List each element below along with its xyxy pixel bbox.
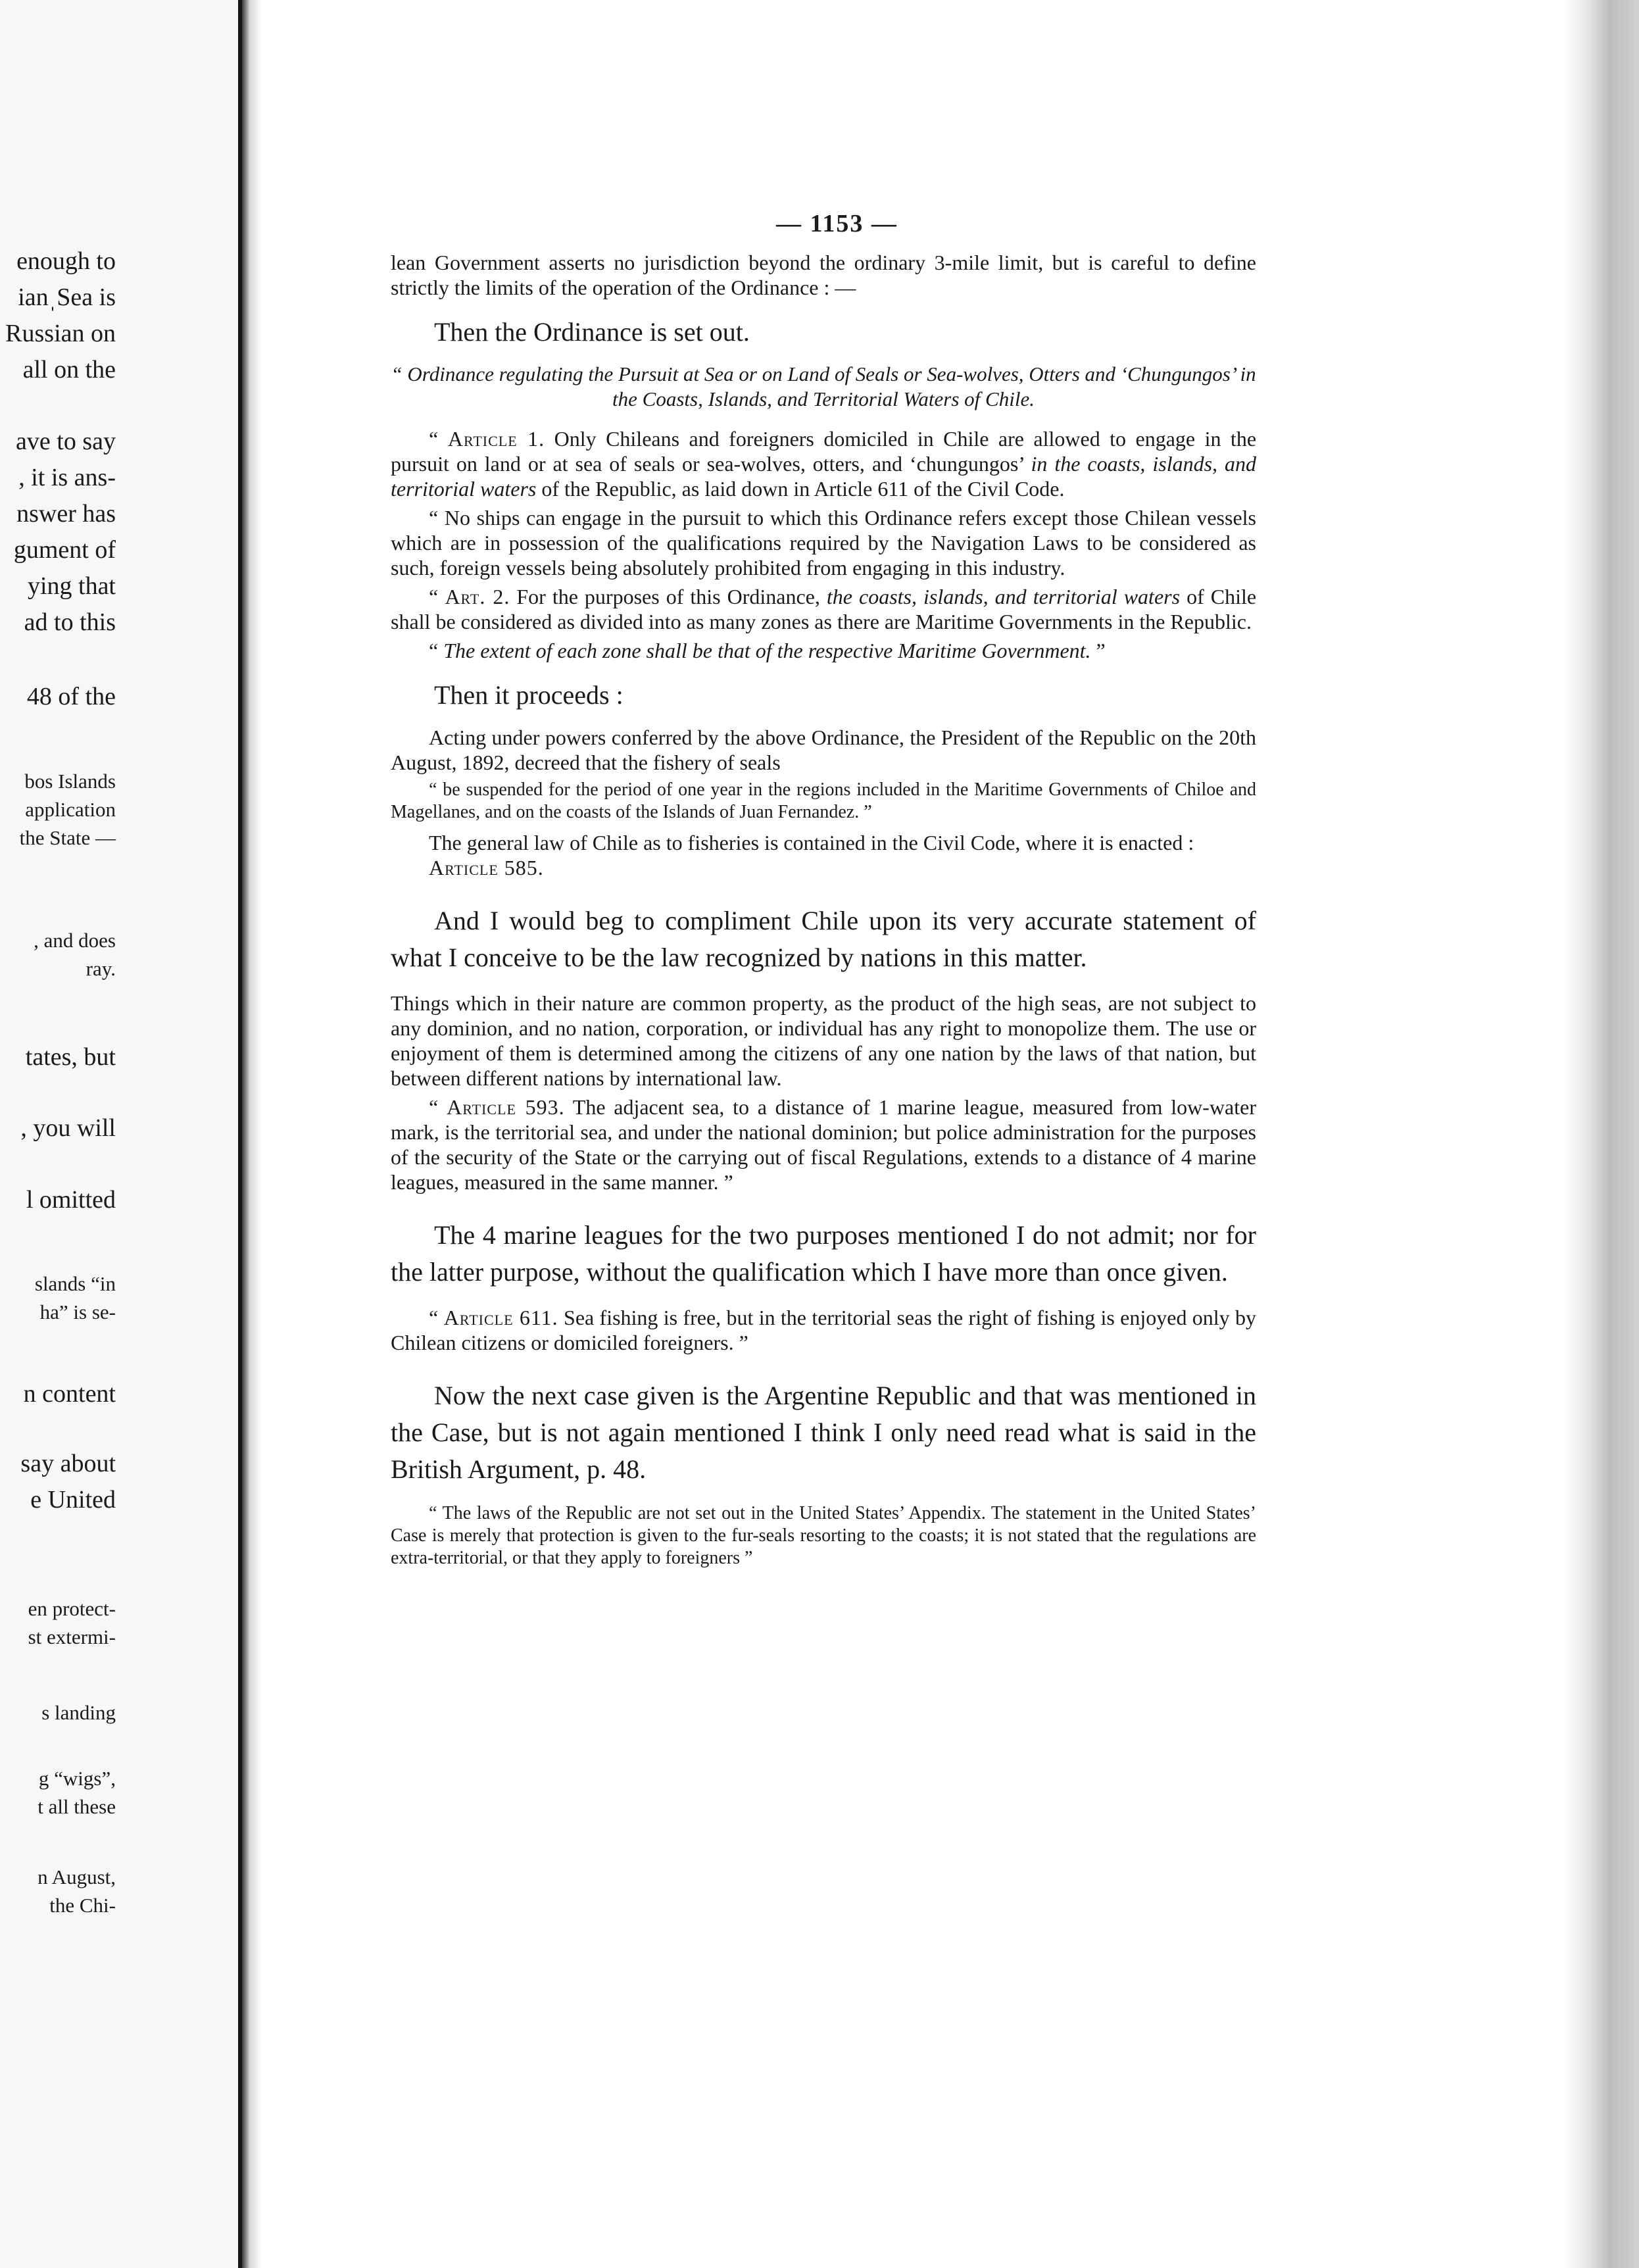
left-page-fragment-line: the Chi- [49,1894,116,1917]
article-2-text-a: For the purposes of this Ordinance, [516,585,820,608]
quote-british-argument: “ The laws of the Republic are not set out in the United States’ Appendix. The statement in the United States’ Case is merely that protection is given to the fur-seals resorting to the coasts; it is not stated that the regulations are extra-territorial, or that they apply to foreigners ” [391,1503,1256,1568]
left-page-fragment-line: ray. [86,957,116,980]
article-1-text-b: in the coasts, islands, and territorial waters [391,452,1257,501]
left-page-fragment-line: nswer has [16,500,116,528]
heading-ordinance-set-out: Then the Ordinance is set out. [434,317,750,347]
left-page-fragment-line: slands “in [34,1272,116,1295]
article-2-text-b: the coasts, islands, and territorial waters [826,585,1181,608]
extent-text: The extent of each zone shall be that of the respective Maritime Government. [443,639,1091,662]
speech-compliment-chile: And I would beg to compliment Chile upon its very accurate statement of what I conceive to be the law recognized by nations in this matter. [391,906,1256,972]
article-611-text: Sea fishing is free, but in the territorial seas the right of fishing is enjoyed only by Chilean citizens or domiciled foreigners. ” [391,1306,1257,1354]
article-2-label: “ Art. 2. [429,585,510,608]
left-page-fragment-line: g “wigs”, [38,1767,116,1790]
article-2-text-c: of Chile shall be considered as divided into as many zones as there are Maritime Governments in the Republic. [391,585,1257,633]
left-page-fragment-line: ad to this [24,608,116,636]
paragraph-acting: Acting under powers conferred by the above Ordinance, the President of the Republic on the 20th August, 1892, decreed that the fishery of seals [391,726,1256,774]
article-593-label: “ Article 593. [429,1095,565,1119]
extent-close-quote: ” [1096,639,1106,662]
left-page-fragment-line: Russian on [5,320,116,347]
paragraph-ships: “ No ships can engage in the pursuit to which this Ordinance refers except those Chilean vessels which are in possession of the qualifications required by the Navigation Laws to be considered as such, foreign vessels being absolutely prohibited from engaging in this industry. [391,506,1256,579]
article-1-label: “ Article 1. [429,427,545,451]
left-page-fragment-line: all on the [22,356,116,383]
article-1 [391,426,1256,501]
ordinance-title: “ Ordinance regulating the Pursuit at Sea or on Land of Seals or Sea-wolves, Otters and ‘Chungungos’ in the Coasts, Islands, and Territorial Waters of Chile. [391,362,1256,410]
left-page-fragment-line: gument of [13,536,116,564]
left-page-fragment [0,0,242,2268]
left-page-fragment-line: ying that [27,572,116,600]
article-593-text: The adjacent sea, to a distance of 1 marine league, measured from low-water mark, is the territorial sea, and under the national dominion; but police administration for the purposes of the security of the State or the carrying out of fiscal Regulations, extends to a distance of 4 marine leagues, measured in the same manner. ” [391,1095,1257,1194]
left-page-fragment-line: enough to [16,247,116,275]
left-page-fragment-line: ianˌSea is [18,284,116,311]
article-585-label: Article 585. [429,856,544,879]
paragraph-general-law: The general law of Chile as to fisheries is contained in the Civil Code, where it is enacted : [429,831,1194,854]
speech-marine-leagues: The 4 marine leagues for the two purposes mentioned I do not admit; nor for the latter purpose, without the qualification which I have more than once given. [391,1220,1256,1287]
left-page-fragment-line: ave to say [16,428,116,455]
paragraph-intro: lean Government asserts no jurisdiction beyond the ordinary 3-mile limit, but is careful to define strictly the limits of the operation of the Ordinance : — [391,251,1256,299]
left-page-fragment-line: n August, [37,1865,116,1888]
left-page-fragment-line: bos Islands [24,770,116,793]
quote-suspended: “ be suspended for the period of one year in the regions included in the Maritime Governments of Chiloe and Magellanes, and on the coasts of the Islands of Juan Fernandez. ” [391,779,1256,822]
article-611 [391,1305,1256,1355]
heading-then-it-proceeds: Then it proceeds : [434,680,624,710]
left-page-fragment-line: , you will [20,1114,116,1142]
left-page-fragment-line: application [25,798,116,821]
extent-clause [391,638,1256,663]
extent-open-quote: “ [429,639,439,662]
left-page-fragment-line: n content [23,1380,116,1408]
left-page-fragment-line: tates, but [25,1043,116,1071]
left-page-fragment-line: e United [30,1486,116,1514]
left-page-fragment-line: 48 of the [26,683,116,710]
left-page-fragment-line: t all these [37,1795,116,1818]
left-page-fragment-line: en protect- [28,1597,116,1620]
page-body [391,250,1256,1569]
paragraph-things: Things which in their nature are common property, as the product of the high seas, are not subject to any dominion, and no nation, corporation, or individual has any right to monopolize them. The use or enjoyment of them is determined among the citizens of any one nation by the laws of that nation, but between different nations by international law. [391,991,1256,1090]
article-593 [391,1095,1256,1195]
left-page-fragment-line: , and does [34,929,116,952]
page-edge [1565,0,1639,2268]
article-611-label: “ Article 611. [429,1306,558,1329]
left-page-fragment-line: the State — [19,826,116,849]
left-page-fragment-line: s landing [41,1701,116,1724]
left-page-fragment-line: l omitted [26,1186,116,1214]
left-page-fragment-line: st extermi- [28,1625,116,1648]
speech-argentine-republic: Now the next case given is the Argentine Republic and that was mentioned in the Case, but is not again mentioned I think I only need read what is said in the British Argument, p. 48. [391,1381,1256,1484]
left-page-fragment-line: ha” is se- [39,1300,116,1323]
left-page-fragment-line: , it is ans- [18,464,116,491]
page-number: — 1153 — [776,210,898,237]
left-page-fragment-line: say about [20,1450,116,1477]
article-2 [391,584,1256,634]
article-1-text-a: Only Chileans and foreigners domiciled in Chile are allowed to engage in the pursuit on land or at sea of seals or sea-wolves, otters, and ‘chungungos’ [391,427,1257,476]
book-gutter [242,0,262,2268]
article-1-text-c: of the Republic, as laid down in Article 611 of the Civil Code. [541,477,1065,501]
